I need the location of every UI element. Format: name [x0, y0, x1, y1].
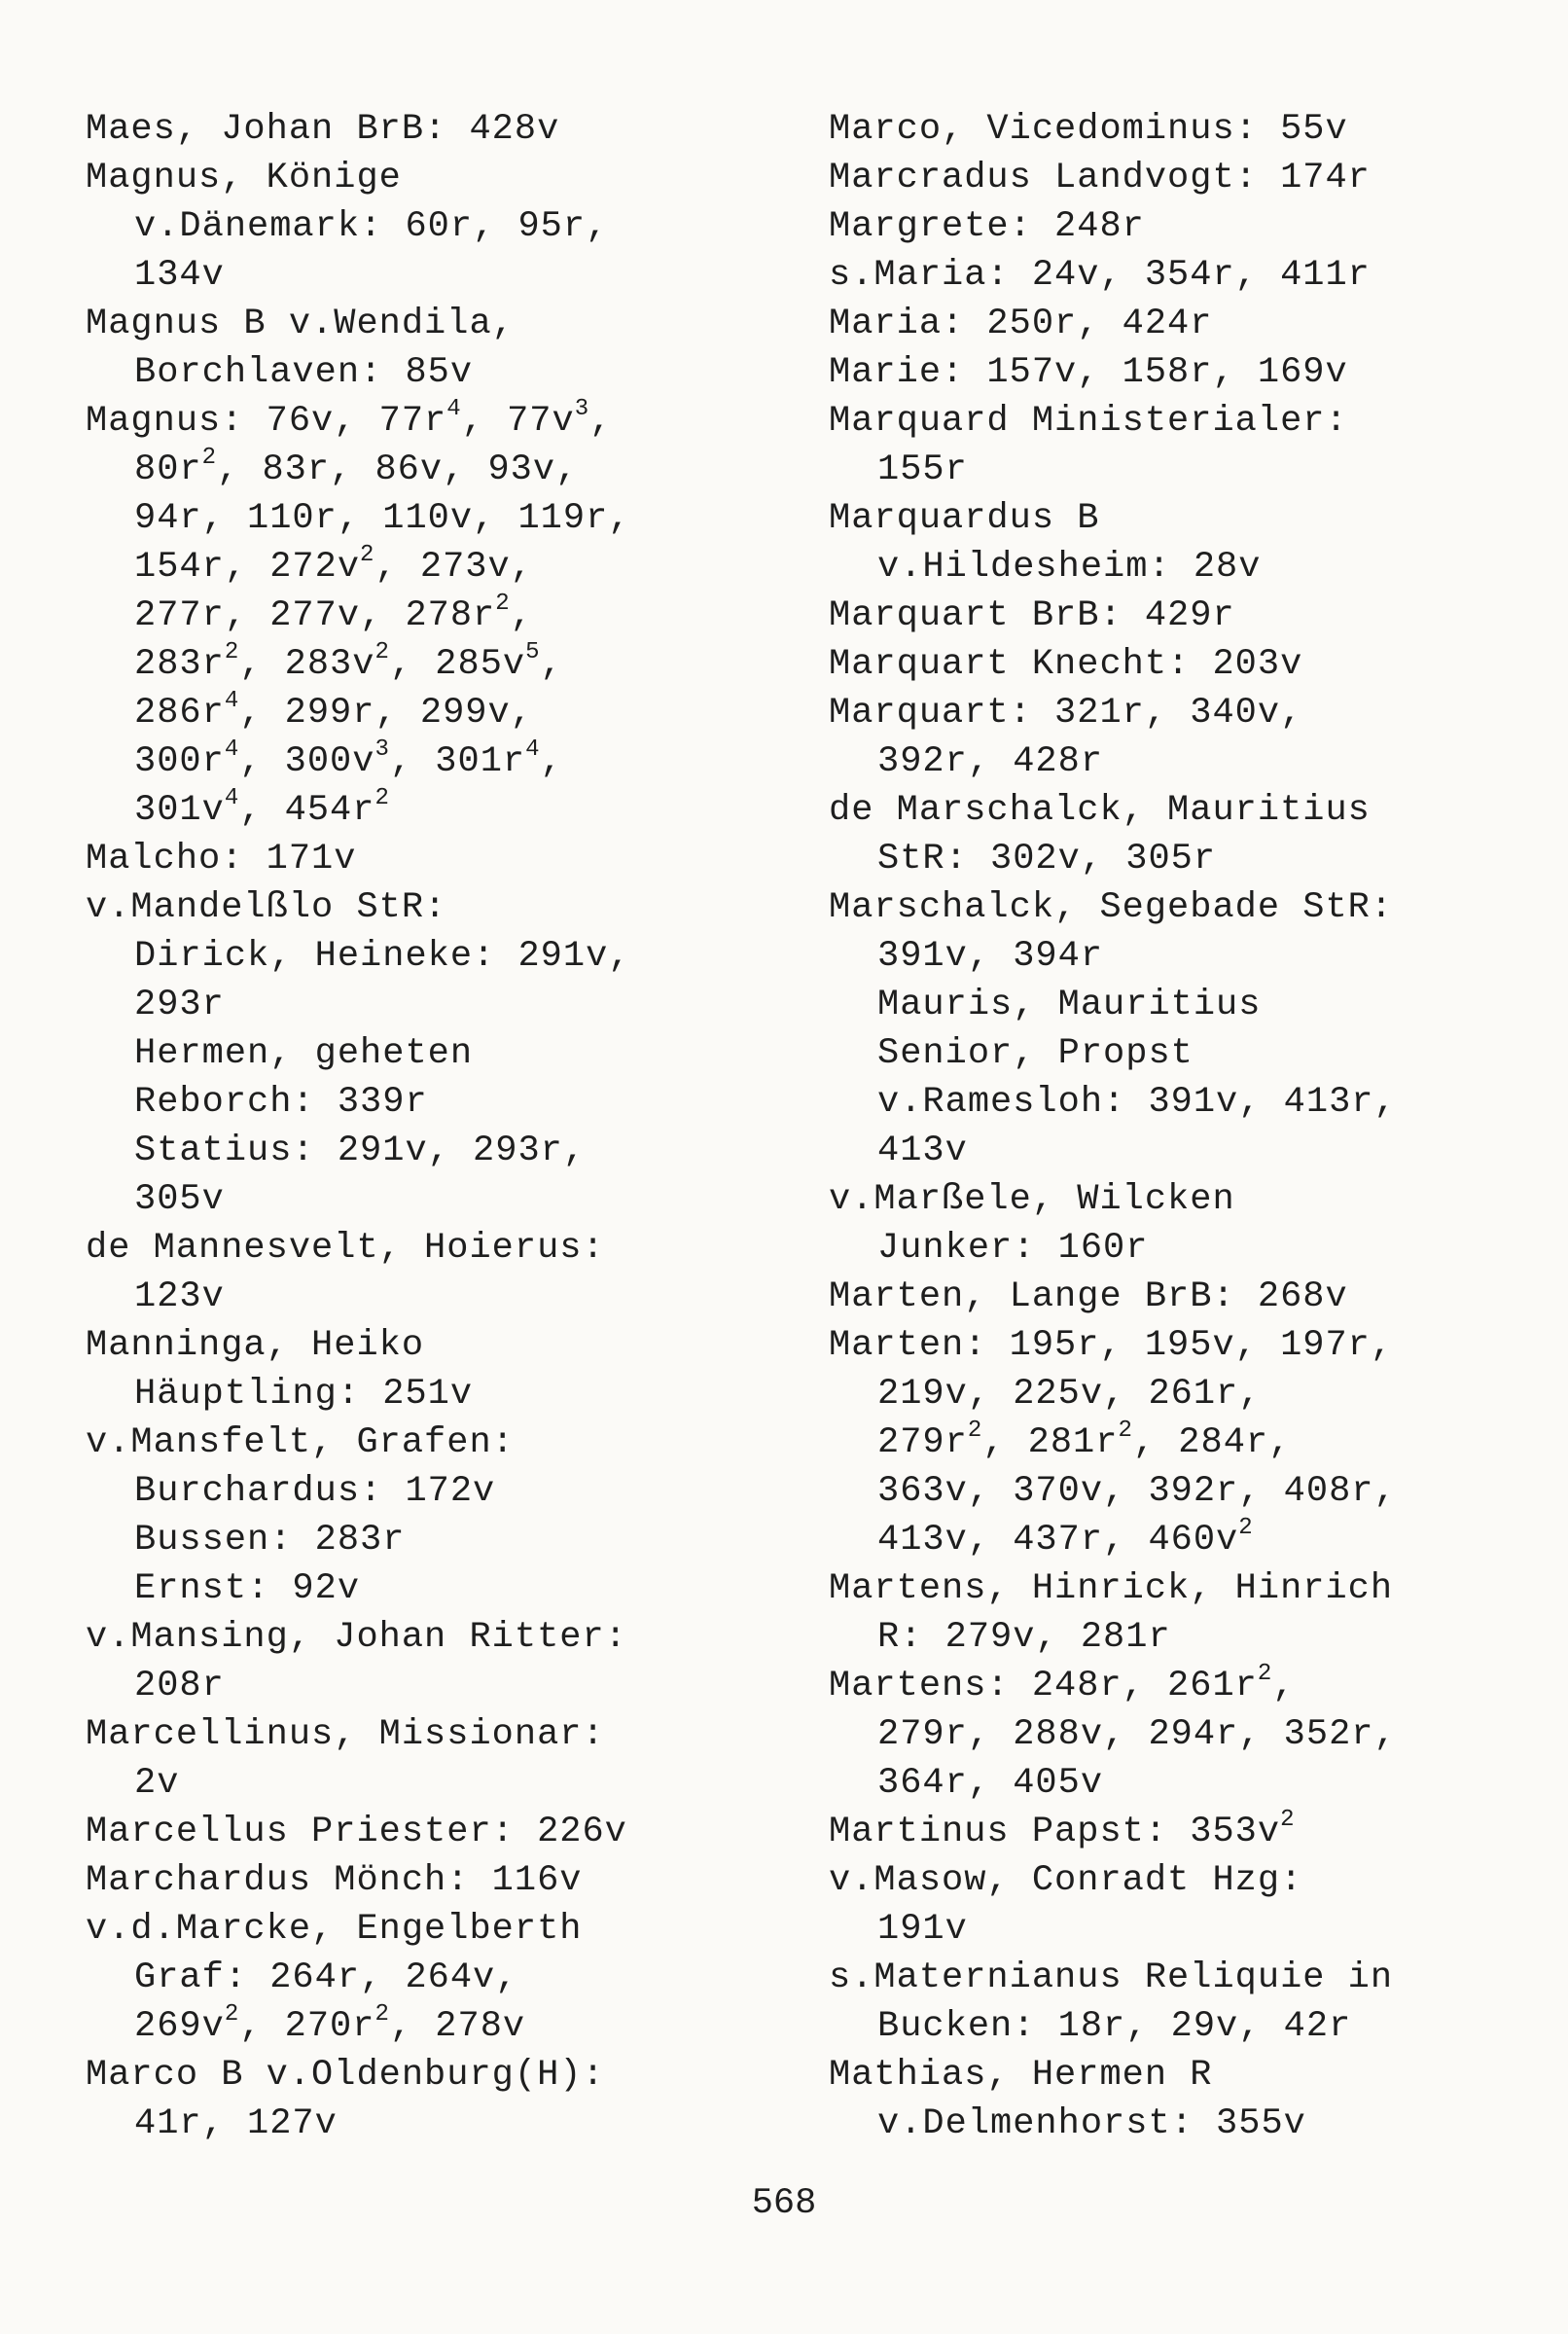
index-text: Martens: 248r, 261r [829, 1666, 1258, 1706]
index-line [829, 1029, 1549, 1078]
index-text: Marquart BrB: 429r [829, 595, 1235, 636]
index-text: Marquart: 321r, 340v, [829, 693, 1303, 734]
index-text: 391v, 394r [877, 936, 1104, 977]
index-text: Marschalck, Segebade StR: [829, 887, 1394, 928]
index-line [86, 1029, 805, 1078]
index-text: 2v [134, 1763, 180, 1804]
index-line [829, 1321, 1549, 1370]
index-line [829, 1370, 1549, 1418]
index-line [829, 1516, 1549, 1564]
index-superscript: 4 [525, 736, 541, 763]
index-text: 134v [134, 255, 225, 296]
index-superscript: 4 [224, 785, 240, 811]
index-line [86, 2051, 805, 2100]
index-text: Borchlaven: 85v [134, 352, 474, 393]
index-text: Margrete: 248r [829, 206, 1145, 247]
index-line [86, 1759, 805, 1808]
index-line [829, 2002, 1549, 2051]
index-line [829, 1127, 1549, 1175]
index-superscript: 2 [1280, 1807, 1296, 1833]
index-line [829, 737, 1549, 786]
index-line [829, 2051, 1549, 2100]
index-text: 300r [134, 741, 225, 782]
index-line [829, 883, 1549, 932]
index-line [86, 105, 805, 154]
index-line [829, 1564, 1549, 1613]
index-text: 392r, 428r [877, 741, 1104, 782]
index-superscript: 2 [1118, 1418, 1133, 1444]
index-superscript: 2 [201, 445, 218, 471]
index-text: , 301r [389, 741, 526, 782]
index-text: Dirick, Heineke: 291v, [134, 936, 631, 977]
index-line [86, 981, 805, 1029]
index-line [829, 494, 1549, 543]
index-line [829, 1273, 1549, 1321]
index-text: Marcellinus, Missionar: [86, 1714, 605, 1755]
index-line [86, 786, 805, 835]
index-line [829, 397, 1549, 446]
index-text: , 83r, 86v, 93v, [217, 449, 579, 490]
index-superscript: 2 [224, 639, 240, 665]
index-text: 305v [134, 1179, 225, 1220]
index-text: Marquard Ministerialer: [829, 401, 1348, 442]
index-line [829, 835, 1549, 883]
index-text: v.Masow, Conradt Hzg: [829, 1860, 1303, 1901]
index-text: Martinus Papst: 353v [829, 1812, 1281, 1852]
index-superscript: 2 [495, 591, 511, 617]
index-line [86, 1516, 805, 1564]
index-text: Senior, Propst [877, 1033, 1194, 1074]
index-text: , 299r, 299v, [239, 693, 533, 734]
left-index-column [86, 105, 805, 2148]
index-line [829, 154, 1549, 202]
index-text: v.Dänemark: 60r, 95r, [134, 206, 609, 247]
index-text: Marco, Vicedominus: 55v [829, 109, 1348, 150]
index-text: Malcho: 171v [86, 839, 357, 880]
index-line [86, 592, 805, 640]
index-text: 123v [134, 1276, 225, 1317]
index-line [829, 105, 1549, 154]
index-text: Marquardus B [829, 498, 1100, 539]
index-line [86, 1905, 805, 1954]
index-line [86, 1954, 805, 2002]
index-superscript: 4 [446, 396, 462, 422]
index-text: Marquart Knecht: 203v [829, 644, 1303, 685]
index-line [86, 1418, 805, 1467]
index-text: 413v [877, 1131, 968, 1171]
index-line [86, 1224, 805, 1273]
index-text: 283r [134, 644, 225, 685]
page-number: 568 [751, 2183, 817, 2224]
index-line [86, 1613, 805, 1662]
index-text: Marchardus Mönch: 116v [86, 1860, 583, 1901]
index-line [86, 1321, 805, 1370]
index-text: v.Delmenhorst: 355v [877, 2103, 1306, 2144]
index-text: Bussen: 283r [134, 1520, 406, 1561]
index-line [829, 446, 1549, 494]
index-superscript: 2 [360, 542, 375, 568]
index-line [86, 1127, 805, 1175]
index-text: 364r, 405v [877, 1763, 1104, 1804]
index-line [829, 640, 1549, 689]
index-line [829, 1078, 1549, 1127]
index-line [86, 640, 805, 689]
index-text: 155r [877, 449, 968, 490]
index-text: 286r [134, 693, 225, 734]
index-text: , 300v [239, 741, 375, 782]
index-text: 208r [134, 1666, 225, 1706]
right-index-column [829, 105, 1549, 2148]
index-line [829, 592, 1549, 640]
index-text: StR: 302v, 305r [877, 839, 1217, 880]
index-text: Maes, Johan BrB: 428v [86, 109, 560, 150]
index-line [829, 1710, 1549, 1759]
index-line [86, 2100, 805, 2148]
index-line [829, 1613, 1549, 1662]
index-superscript: 3 [374, 736, 390, 763]
index-text: R: 279v, 281r [877, 1617, 1171, 1658]
index-line [86, 2002, 805, 2051]
index-line [829, 932, 1549, 981]
index-text: , 284r, [1132, 1422, 1292, 1463]
index-line [829, 1175, 1549, 1224]
index-text: , 278v [389, 2006, 526, 2047]
index-text: , [510, 595, 533, 636]
index-line [86, 1856, 805, 1905]
index-text: Marco B v.Oldenburg(H): [86, 2055, 605, 2096]
index-text: Graf: 264r, 264v, [134, 1957, 518, 1998]
index-line [829, 1467, 1549, 1516]
index-text: , [589, 401, 613, 442]
index-text: Marie: 157v, 158r, 169v [829, 352, 1348, 393]
index-text: Mauris, Mauritius [877, 985, 1262, 1025]
index-line [86, 1467, 805, 1516]
index-text: Maria: 250r, 424r [829, 304, 1213, 344]
index-text: v.Mansfelt, Grafen: [86, 1422, 515, 1463]
index-superscript: 2 [967, 1418, 983, 1444]
index-superscript: 4 [224, 688, 240, 714]
index-text: 363v, 370v, 392r, 408r, [877, 1471, 1397, 1512]
index-text: , [1272, 1666, 1296, 1706]
index-line [86, 883, 805, 932]
index-text: de Marschalck, Mauritius [829, 790, 1371, 831]
index-text: 41r, 127v [134, 2103, 338, 2144]
index-text: Bucken: 18r, 29v, 42r [877, 2006, 1352, 2047]
index-text: 269v [134, 2006, 225, 2047]
index-superscript: 3 [574, 396, 590, 422]
index-text: Junker: 160r [877, 1228, 1149, 1269]
index-text: , 454r [239, 790, 375, 831]
index-text: de Mannesvelt, Hoierus: [86, 1228, 605, 1269]
index-line [86, 348, 805, 397]
index-line [829, 1418, 1549, 1467]
index-text: Martens, Hinrick, Hinrich [829, 1568, 1394, 1609]
index-line [86, 1564, 805, 1613]
index-line [86, 1175, 805, 1224]
index-superscript: 2 [1238, 1515, 1254, 1541]
index-line [86, 494, 805, 543]
index-text: s.Maria: 24v, 354r, 411r [829, 255, 1371, 296]
index-text: Magnus: 76v, 77r [86, 401, 447, 442]
index-text: v.d.Marcke, Engelberth [86, 1909, 583, 1950]
index-line [829, 251, 1549, 300]
index-text: , 283v [239, 644, 375, 685]
index-line [829, 300, 1549, 348]
index-line [86, 543, 805, 592]
index-text: Marten: 195r, 195v, 197r, [829, 1325, 1394, 1366]
index-line [829, 543, 1549, 592]
index-text: 94r, 110r, 110v, 119r, [134, 498, 631, 539]
index-text: 154r, 272v [134, 547, 361, 588]
index-line [829, 1662, 1549, 1710]
index-text: Häuptling: 251v [134, 1374, 474, 1415]
index-line [86, 397, 805, 446]
index-line [86, 835, 805, 883]
index-line [86, 1370, 805, 1418]
index-superscript: 2 [374, 639, 390, 665]
index-line [86, 1078, 805, 1127]
index-text: 80r [134, 449, 202, 490]
index-text: s.Maternianus Reliquie in [829, 1957, 1394, 1998]
index-line [829, 1759, 1549, 1808]
index-line [86, 251, 805, 300]
index-text: 219v, 225v, 261r, [877, 1374, 1262, 1415]
index-superscript: 2 [224, 2001, 240, 2028]
index-text: v.Ramesloh: 391v, 413r, [877, 1082, 1397, 1123]
index-line [86, 446, 805, 494]
index-text: 191v [877, 1909, 968, 1950]
index-text: 301v [134, 790, 225, 831]
index-superscript: 5 [525, 639, 541, 665]
index-line [829, 1954, 1549, 2002]
index-superscript: 2 [374, 2001, 390, 2028]
index-text: Burchardus: 172v [134, 1471, 496, 1512]
index-text: Hermen, geheten [134, 1033, 474, 1074]
index-line [829, 1808, 1549, 1856]
index-line [829, 1856, 1549, 1905]
index-line [829, 1224, 1549, 1273]
index-text: Ernst: 92v [134, 1568, 361, 1609]
index-text: v.Mandelßlo StR: [86, 887, 447, 928]
index-line [829, 2100, 1549, 2148]
index-text: 413v, 437r, 460v [877, 1520, 1239, 1561]
index-text: Manninga, Heiko [86, 1325, 425, 1366]
index-text: v.Marßele, Wilcken [829, 1179, 1235, 1220]
index-line [829, 689, 1549, 737]
index-line [86, 154, 805, 202]
index-text: v.Hildesheim: 28v [877, 547, 1262, 588]
index-superscript: 4 [224, 736, 240, 763]
index-text: Marten, Lange BrB: 268v [829, 1276, 1348, 1317]
index-line [829, 1905, 1549, 1954]
index-text: Reborch: 339r [134, 1082, 428, 1123]
index-line [86, 1273, 805, 1321]
index-text: 279r, 288v, 294r, 352r, [877, 1714, 1397, 1755]
index-text: 279r [877, 1422, 968, 1463]
index-line [86, 1710, 805, 1759]
index-text: , 285v [389, 644, 526, 685]
index-line [829, 348, 1549, 397]
index-text: , [540, 644, 563, 685]
index-text: 277r, 277v, 278r [134, 595, 496, 636]
index-line [86, 737, 805, 786]
index-line [86, 1808, 805, 1856]
index-text: Mathias, Hermen R [829, 2055, 1213, 2096]
index-line [86, 300, 805, 348]
index-text: Magnus, Könige [86, 158, 402, 198]
index-text: v.Mansing, Johan Ritter: [86, 1617, 627, 1658]
index-text: Marcradus Landvogt: 174r [829, 158, 1371, 198]
index-superscript: 2 [374, 785, 390, 811]
index-line [86, 932, 805, 981]
index-text: , 281r [982, 1422, 1119, 1463]
index-line [86, 1662, 805, 1710]
index-text: , 77v [461, 401, 575, 442]
index-text: Magnus B v.Wendila, [86, 304, 515, 344]
index-text: Statius: 291v, 293r, [134, 1131, 587, 1171]
index-line [829, 202, 1549, 251]
index-line [86, 689, 805, 737]
index-text: 293r [134, 985, 225, 1025]
index-text: , 273v, [374, 547, 533, 588]
index-text: , [540, 741, 563, 782]
index-superscript: 2 [1257, 1661, 1273, 1687]
index-line [829, 981, 1549, 1029]
index-text: Marcellus Priester: 226v [86, 1812, 627, 1852]
index-line [86, 202, 805, 251]
index-text: , 270r [239, 2006, 375, 2047]
index-line [829, 786, 1549, 835]
